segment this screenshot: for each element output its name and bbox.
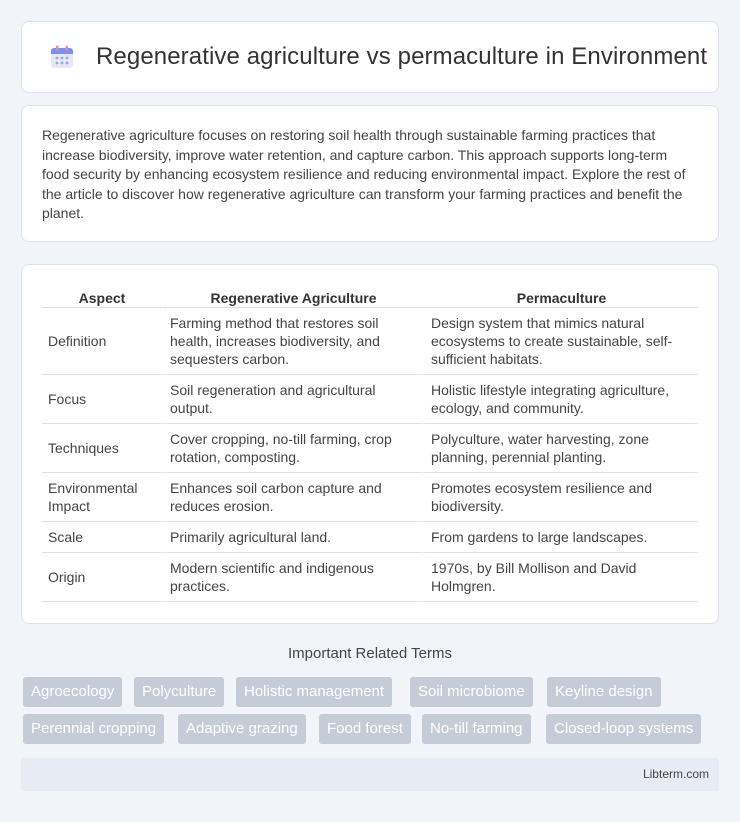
row-aspect: Environmental Impact — [42, 473, 162, 522]
row-aspect: Scale — [42, 522, 162, 553]
tag-holistic-management[interactable]: Holistic management — [236, 677, 392, 707]
header-regenerative: Regenerative Agriculture — [162, 285, 423, 308]
row-regenerative: Farming method that restores soil health, increases biodiversity, and sequesters carbon. — [162, 308, 423, 375]
tag-keyline-design[interactable]: Keyline design — [547, 677, 661, 707]
row-regenerative: Soil regeneration and agricultural output. — [162, 375, 423, 424]
table-row — [42, 375, 698, 424]
row-permaculture: Polyculture, water harvesting, zone planning, perennial planting. — [423, 424, 698, 473]
table-row — [42, 424, 698, 473]
tag-closed-loop-systems[interactable]: Closed-loop systems — [546, 714, 701, 744]
tag-adaptive-grazing[interactable]: Adaptive grazing — [178, 714, 306, 744]
row-aspect: Techniques — [42, 424, 162, 473]
calendar-icon — [48, 43, 76, 71]
comparison-table — [42, 285, 698, 602]
row-permaculture: Holistic lifestyle integrating agriculture, ecology, and community. — [423, 375, 698, 424]
row-permaculture: Design system that mimics natural ecosystems to create sustainable, self-sufficient habitats. — [423, 308, 698, 375]
row-regenerative: Cover cropping, no-till farming, crop rotation, composting. — [162, 424, 423, 473]
table-row — [42, 522, 698, 553]
tag-food-forest[interactable]: Food forest — [319, 714, 411, 744]
row-aspect: Origin — [42, 553, 162, 602]
tag-soil-microbiome[interactable]: Soil microbiome — [410, 677, 533, 707]
header-aspect: Aspect — [42, 285, 162, 308]
title-card — [21, 21, 719, 93]
row-regenerative: Modern scientific and indigenous practices. — [162, 553, 423, 602]
table-row — [42, 308, 698, 375]
table-header-row — [42, 285, 698, 308]
intro-paragraph: Regenerative agriculture focuses on restoring soil health through sustainable farming practices that increase biodiversity, improve water retention, and capture carbon. This approach supports long-term food security by enhancing ecosystem resilience and reducing environmental impact. Explore the rest of the article to discover how regenerative agriculture can transform your farming practices and benefit the planet. — [42, 127, 686, 222]
row-permaculture: Promotes ecosystem resilience and biodiversity. — [423, 473, 698, 522]
row-aspect: Definition — [42, 308, 162, 375]
related-terms-title: Important Related Terms — [288, 645, 452, 662]
row-regenerative: Primarily agricultural land. — [162, 522, 423, 553]
tag-perennial-cropping[interactable]: Perennial cropping — [23, 714, 164, 744]
page-title: Regenerative agriculture vs permaculture in Environment — [96, 43, 708, 70]
header-permaculture: Permaculture — [423, 285, 698, 308]
footer — [21, 758, 719, 791]
table-row — [42, 473, 698, 522]
row-permaculture: From gardens to large landscapes. — [423, 522, 698, 553]
row-permaculture: 1970s, by Bill Mollison and David Holmgren. — [423, 553, 698, 602]
row-regenerative: Enhances soil carbon capture and reduces erosion. — [162, 473, 423, 522]
tag-polyculture[interactable]: Polyculture — [134, 677, 224, 707]
row-aspect: Focus — [42, 375, 162, 424]
footer-brand[interactable]: Libterm.com — [642, 767, 709, 781]
tag-no-till-farming[interactable]: No-till farming — [422, 714, 531, 744]
tag-agroecology[interactable]: Agroecology — [23, 677, 122, 707]
table-row — [42, 553, 698, 602]
intro-card — [21, 105, 719, 242]
comparison-card — [21, 264, 719, 624]
